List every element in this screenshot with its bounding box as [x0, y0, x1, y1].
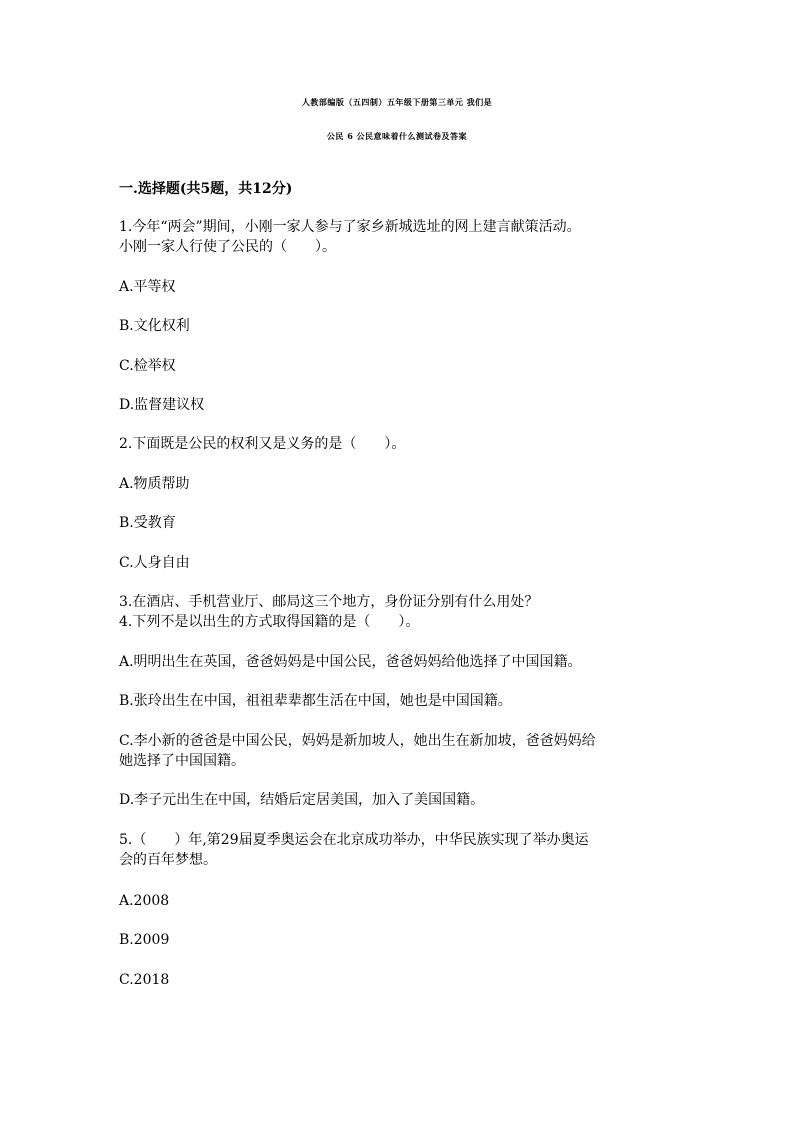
question-1-text-line-2: 小刚一家人行使了公民的（ ）。	[119, 239, 336, 255]
question-5-text-line-1: 5.（ ）年,第29届夏季奥运会在北京成功举办，中华民族实现了举办奥运	[119, 832, 589, 848]
question-4-option-c-line-1: C.李小新的爸爸是中国公民，妈妈是新加坡人，她出生在新加坡，爸爸妈妈给	[119, 733, 596, 749]
question-4-option-a: A.明明出生在英国，爸爸妈妈是中国公民，爸爸妈妈给他选择了中国国籍。	[119, 654, 582, 670]
question-4-option-d: D.李子元出生在中国，结婚后定居美国，加入了美国国籍。	[119, 792, 485, 808]
question-1-option-a: A.平等权	[119, 279, 176, 295]
question-3-text: 3.在酒店、手机营业厅、邮局这三个地方，身份证分别有什么用处？	[119, 594, 539, 610]
question-2-option-c: C.人身自由	[119, 555, 190, 571]
question-4-option-c-line-2: 她选择了中国国籍。	[119, 753, 245, 769]
question-2-option-b: B.受教育	[119, 515, 176, 531]
question-1-option-d: D.监督建议权	[119, 397, 205, 413]
document-title-line-2: 公民 6 公民意味着什么测试卷及答案	[326, 131, 468, 141]
question-2-option-a: A.物质帮助	[119, 476, 190, 492]
question-1-option-c: C.检举权	[119, 358, 176, 374]
section-heading: 一.选择题(共5题，共12分)	[119, 181, 293, 197]
question-4-option-b: B.张玲出生在中国，祖祖辈辈都生活在中国，她也是中国国籍。	[119, 693, 512, 709]
question-5-option-c: C.2018	[119, 972, 170, 988]
question-1-text-line-1: 1.今年“两会”期间，小刚一家人参与了家乡新城选址的网上建言献策活动。	[119, 219, 581, 235]
document-title-line-1: 人教部编版（五四制）五年级下册第三单元 我们是	[301, 97, 493, 107]
question-5-option-a: A.2008	[119, 893, 170, 909]
question-5-text-line-2: 会的百年梦想。	[119, 852, 217, 868]
question-1-option-b: B.文化权利	[119, 318, 190, 334]
question-5-option-b: B.2009	[119, 932, 170, 948]
question-2-text: 2.下面既是公民的权利又是义务的是（ ）。	[119, 436, 406, 452]
question-4-text: 4.下列不是以出生的方式取得国籍的是（ ）。	[119, 614, 420, 630]
